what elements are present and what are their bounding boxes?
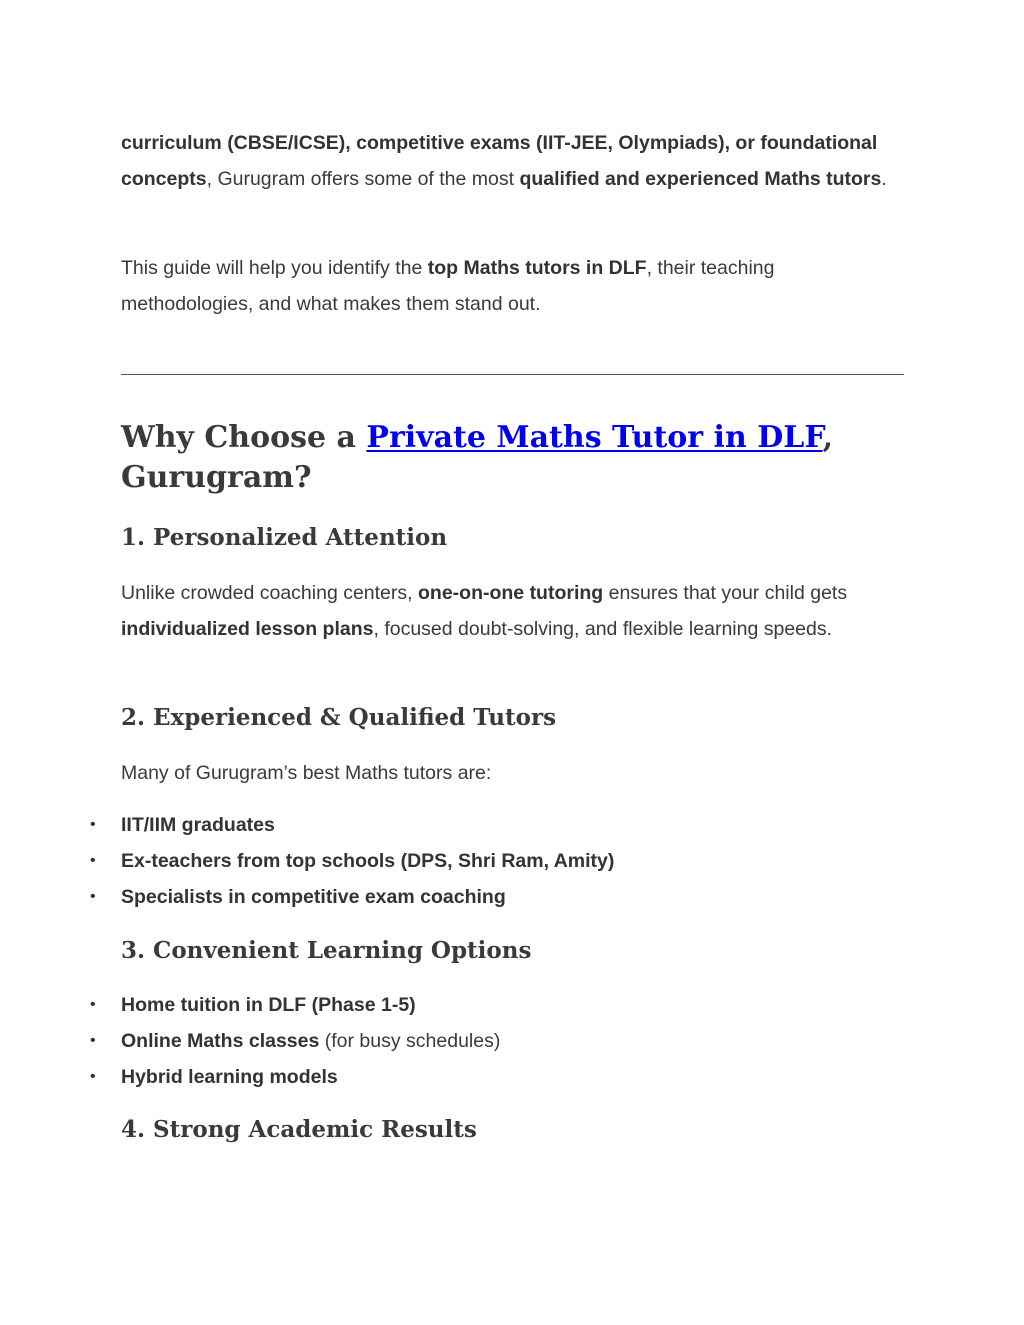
bullet-icon: • <box>90 1068 96 1085</box>
bullet-icon: • <box>90 888 96 905</box>
personalized-attention-paragraph <box>121 575 911 647</box>
list-item-rest: (for busy schedules) <box>319 1030 501 1052</box>
intro-bold-text: curriculum (CBSE/ICSE), competitive exams (IIT-JEE, Olympiads), or foundational concepts <box>121 132 878 190</box>
list-item <box>0 1023 500 1059</box>
learning-options-list <box>0 987 500 1095</box>
section-heading-experienced-tutors: 2. Experienced & Qualified Tutors <box>121 704 557 731</box>
intro-paragraph-1 <box>121 125 921 197</box>
intro-text: , Gurugram offers some of the most <box>206 168 520 190</box>
list-item-text: Home tuition in DLF (Phase 1-5) <box>121 994 416 1016</box>
list-item-text: Specialists in competitive exam coaching <box>121 886 506 908</box>
body-bold-text: individualized lesson plans <box>121 618 374 640</box>
intro-paragraph-2 <box>121 250 911 322</box>
bullet-icon: • <box>90 1032 96 1049</box>
list-item-text: Online Maths classes <box>121 1030 320 1052</box>
section-heading-learning-options: 3. Convenient Learning Options <box>121 937 532 964</box>
intro-bold-text: top Maths tutors in DLF <box>427 257 647 279</box>
private-maths-tutor-link[interactable]: Private Maths Tutor in DLF <box>366 420 823 455</box>
tutor-qualifications-list <box>0 807 614 915</box>
list-item-text: Hybrid learning models <box>121 1066 338 1088</box>
bullet-icon: • <box>90 816 96 833</box>
list-item-text: IIT/IIM graduates <box>121 814 275 836</box>
horizontal-divider <box>121 374 904 375</box>
bullet-icon: • <box>90 852 96 869</box>
experienced-tutors-paragraph: Many of Gurugram’s best Maths tutors are: <box>121 762 492 784</box>
intro-bold-text: qualified and experienced Maths tutors <box>519 168 882 190</box>
list-item <box>0 807 614 843</box>
intro-text: This guide will help you identify the <box>121 257 428 279</box>
section-heading-academic-results: 4. Strong Academic Results <box>121 1116 477 1143</box>
section-heading-personalized-attention: 1. Personalized Attention <box>121 524 448 551</box>
list-item <box>0 879 614 915</box>
intro-text: , their teaching methodologies, and what makes them stand out. <box>121 257 775 315</box>
body-text: Unlike crowded coaching centers, <box>121 582 418 604</box>
list-item-text: Ex-teachers from top schools (DPS, Shri Ram, Amity) <box>121 850 615 872</box>
body-text: , focused doubt-solving, and flexible learning speeds. <box>373 618 833 640</box>
intro-text: . <box>881 168 887 190</box>
list-item <box>0 843 614 879</box>
list-item <box>0 1059 500 1095</box>
body-bold-text: one-on-one tutoring <box>418 582 604 604</box>
main-heading <box>121 418 921 498</box>
main-heading-prefix: Why Choose a <box>121 420 367 455</box>
main-heading-suffix: , Gurugram? <box>121 420 834 495</box>
body-text: ensures that your child gets <box>603 582 848 604</box>
bullet-icon: • <box>90 996 96 1013</box>
list-item <box>0 987 500 1023</box>
